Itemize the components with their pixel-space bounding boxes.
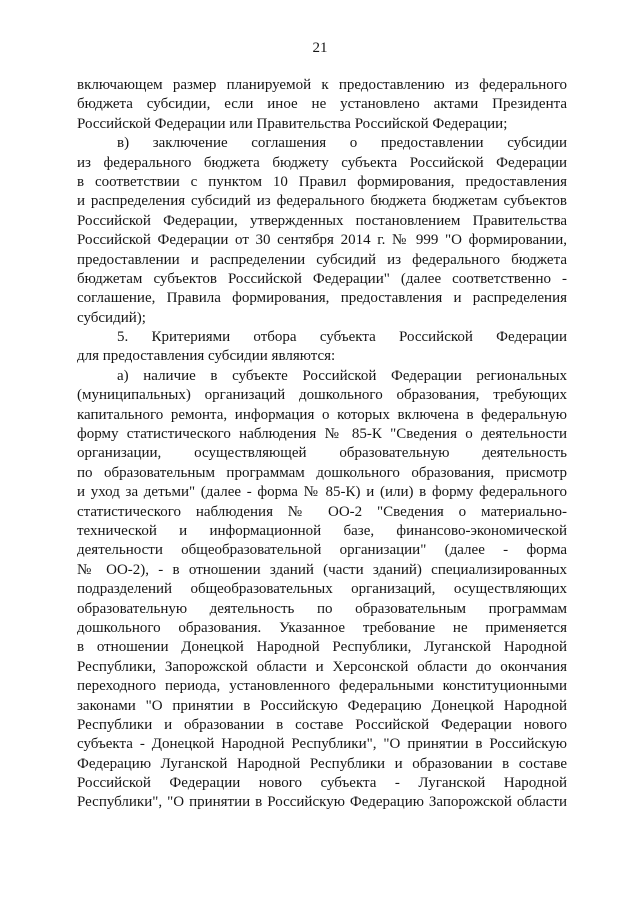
paragraph: [77, 76, 567, 134]
text-line: а) наличие в субъекте Российской Федерации региональных: [117, 367, 567, 384]
text-line: для предоставления субсидии являются:: [77, 348, 336, 365]
text-line: Республики", "О принятии в Российскую Федерацию Запорожской области: [77, 794, 567, 811]
text-line: форму статистического наблюдения № 85-К "Сведения о деятельности: [77, 426, 567, 443]
text-line: образовательную деятельность по образовательным программам: [77, 600, 567, 617]
document-body: [77, 76, 567, 813]
text-line: деятельности общеобразовательной организации" (далее - форма: [77, 542, 567, 559]
text-line: по образовательным программам дошкольного образования, присмотр: [77, 464, 567, 481]
text-line: (муниципальных) организаций дошкольного образования, требующих: [77, 387, 567, 404]
text-line: подразделений общеобразовательных организаций, осуществляющих: [77, 581, 567, 598]
text-line: организации, осуществляющей образовательную деятельность: [77, 445, 567, 462]
text-line: Федерацию Луганской Народной Республики и образовании в составе: [77, 755, 567, 772]
text-line: статистического наблюдения № ОО-2 "Сведения о материально-: [77, 503, 567, 520]
text-line: законами "О принятии в Российскую Федерацию Донецкой Народной: [77, 697, 567, 714]
paragraph: [77, 134, 567, 328]
text-line: Российской Федерации, утвержденных постановлением Правительства: [77, 212, 567, 229]
text-line: включающем размер планируемой к предоставлению из федерального: [77, 77, 567, 93]
text-line: № ОО-2), - в отношении зданий (части зданий) специализированных: [77, 561, 567, 578]
text-line: предоставлении и распределении субсидий из федерального бюджета: [77, 251, 567, 268]
paragraph: [77, 328, 567, 367]
text-line: Российской Федерации нового субъекта - Луганской Народной: [77, 775, 567, 792]
text-line: дошкольного образования. Указанное требование не применяется: [77, 619, 567, 636]
text-line: бюджета субсидии, если иное не установлено актами Президента: [77, 96, 567, 113]
text-line: в соответствии с пунктом 10 Правил формирования, предоставления: [77, 173, 567, 190]
text-line: из федерального бюджета бюджету субъекта Российской Федерации: [77, 154, 567, 171]
text-line: Российской Федерации от 30 сентября 2014 г. № 999 "О формировании,: [77, 232, 567, 249]
text-line: в отношении Донецкой Народной Республики, Луганской Народной: [77, 639, 567, 656]
text-line: соглашение, Правила формирования, предоставления и распределения: [77, 290, 567, 307]
text-line: Республики и образовании в составе Российской Федерации нового: [77, 716, 567, 733]
text-line: Республики, Запорожской области и Херсонской области до окончания: [77, 658, 567, 675]
text-line: технической и информационной базе, финансово-экономической: [77, 522, 567, 539]
text-line: 5. Критериями отбора субъекта Российской Федерации: [117, 329, 567, 346]
text-line: субъекта - Донецкой Народной Республики", "О принятии в Российскую: [77, 736, 567, 753]
text-line: и распределения субсидий из федерального бюджета бюджетам субъектов: [77, 193, 567, 210]
text-line: субсидий);: [77, 309, 146, 326]
page-number: 21: [312, 40, 328, 56]
text-line: бюджетам субъектов Российской Федерации" (далее соответственно -: [77, 270, 567, 287]
text-line: и уход за детьми" (далее - форма № 85-К) и (или) в форму федерального: [77, 484, 567, 501]
text-line: в) заключение соглашения о предоставлении субсидии: [117, 135, 567, 152]
text-line: Российской Федерации или Правительства Российской Федерации;: [77, 115, 508, 132]
text-line: капитального ремонта, информация о которых включена в федеральную: [77, 406, 567, 423]
text-line: переходного периода, установленного федеральными конституционными: [77, 678, 567, 695]
paragraph: [77, 367, 567, 813]
